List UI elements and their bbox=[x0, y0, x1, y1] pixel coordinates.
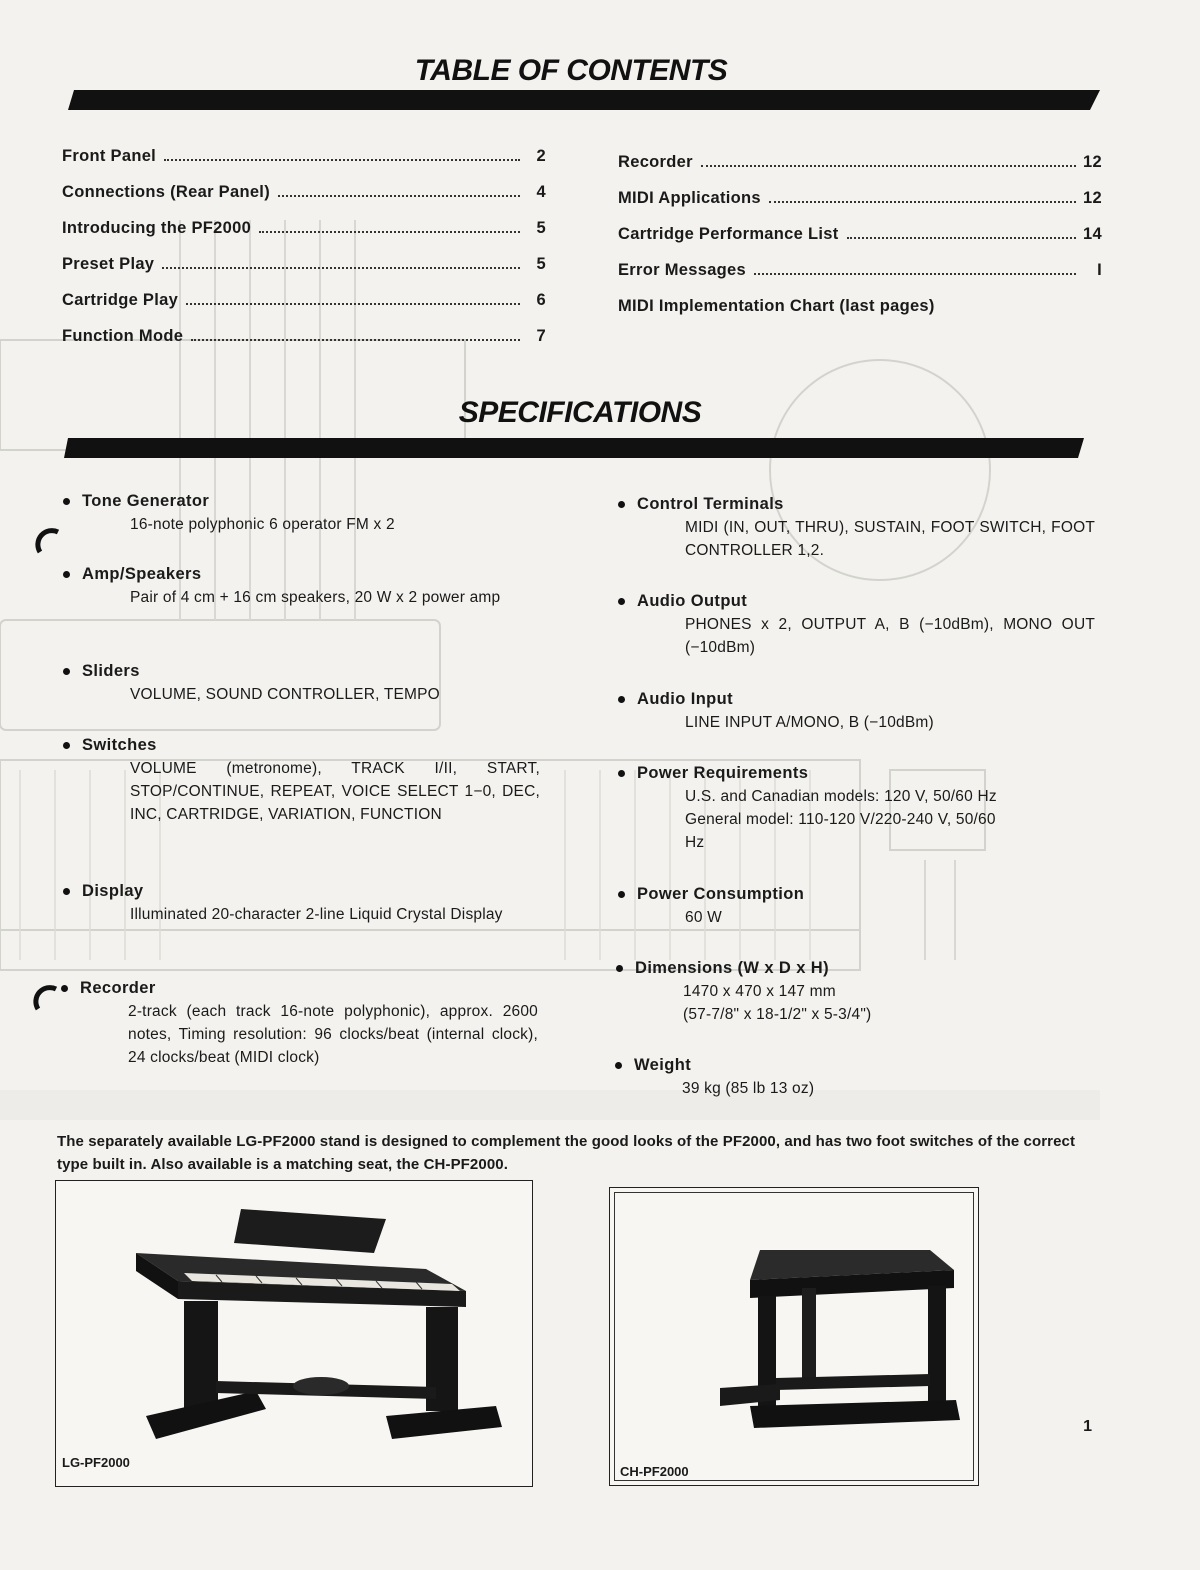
spec-heading: Sliders bbox=[82, 662, 140, 680]
toc-entry-label: Front Panel bbox=[62, 147, 157, 165]
bullet-icon bbox=[618, 598, 625, 605]
spec-control-terminals bbox=[617, 493, 1095, 562]
toc-entry-page: 14 bbox=[1083, 225, 1102, 243]
spec-sliders bbox=[62, 660, 540, 706]
toc-entry[interactable] bbox=[618, 153, 1102, 189]
toc-entry-page: 4 bbox=[536, 183, 546, 201]
spec-body: U.S. and Canadian models: 120 V, 50/60 Hz bbox=[685, 788, 997, 805]
spec-heading: Display bbox=[82, 882, 144, 900]
spec-body: 2-track (each track 16-note polyphonic), approx. 2600 notes, Timing resolution: 96 clocks/beat (internal clock), 24 clocks/beat (MIDI clock) bbox=[128, 1003, 538, 1066]
piano-seat-illustration bbox=[610, 1188, 978, 1485]
bullet-icon bbox=[618, 891, 625, 898]
toc-entry-label: Function Mode bbox=[62, 327, 184, 345]
toc-entry-label: Preset Play bbox=[62, 255, 155, 273]
binding-hole-mark bbox=[32, 528, 62, 558]
toc-entry-label: Connections (Rear Panel) bbox=[62, 183, 270, 201]
bullet-icon bbox=[63, 888, 70, 895]
stand-caption: LG-PF2000 bbox=[62, 1455, 130, 1470]
accessory-note: The separately available LG-PF2000 stand is designed to complement the good looks of the PF2000, and has two foot switches of the correct type built in. Also available is a matching seat, the CH-PF2000. bbox=[57, 1133, 1076, 1173]
spec-body: VOLUME, SOUND CONTROLLER, TEMPO bbox=[130, 686, 440, 703]
spec-audio-output bbox=[617, 590, 1095, 659]
seat-photo bbox=[609, 1187, 979, 1486]
piano-stand-illustration bbox=[56, 1181, 532, 1486]
spec-display bbox=[62, 880, 540, 926]
toc-entry-label: Cartridge Play bbox=[62, 291, 179, 309]
toc-entry[interactable] bbox=[62, 327, 546, 363]
spec-heading: Audio Input bbox=[637, 690, 734, 708]
bullet-icon bbox=[618, 696, 625, 703]
stand-photo bbox=[55, 1180, 533, 1487]
spec-switches bbox=[62, 734, 540, 826]
bullet-icon bbox=[615, 1062, 622, 1069]
spec-body-2: (57-7/8" x 18-1/2" x 5-3/4") bbox=[683, 1006, 872, 1023]
bullet-icon bbox=[616, 965, 623, 972]
spec-heading: Weight bbox=[634, 1056, 692, 1074]
spec-heading: Switches bbox=[82, 736, 157, 754]
bullet-icon bbox=[618, 770, 625, 777]
binding-hole-mark bbox=[30, 985, 60, 1015]
spec-tone-generator bbox=[62, 490, 540, 536]
specs-title: SPECIFICATIONS bbox=[458, 396, 702, 429]
spec-body: LINE INPUT A/MONO, B (−10dBm) bbox=[685, 714, 934, 731]
spec-body: Pair of 4 cm + 16 cm speakers, 20 W x 2 power amp bbox=[130, 589, 501, 606]
toc-entry[interactable] bbox=[62, 255, 546, 291]
spec-heading: Power Consumption bbox=[637, 885, 805, 903]
seat-caption: CH-PF2000 bbox=[620, 1464, 689, 1479]
bullet-icon bbox=[63, 742, 70, 749]
spec-heading: Amp/Speakers bbox=[82, 565, 202, 583]
spec-weight bbox=[614, 1054, 1092, 1100]
toc-entry-label: Cartridge Performance List bbox=[618, 225, 839, 243]
toc-entry-label: MIDI Applications bbox=[618, 189, 761, 207]
spec-power-consumption bbox=[617, 883, 1095, 929]
spec-body: 16-note polyphonic 6 operator FM x 2 bbox=[130, 516, 395, 533]
spec-power-requirements bbox=[617, 762, 1095, 854]
toc-entry[interactable] bbox=[618, 297, 1102, 333]
spec-body: PHONES x 2, OUTPUT A, B (−10dBm), MONO OUT (−10dBm) bbox=[685, 616, 1095, 656]
toc-entry[interactable] bbox=[618, 189, 1102, 225]
toc-entry-page: 12 bbox=[1083, 189, 1102, 207]
spec-body: 39 kg (85 lb 13 oz) bbox=[682, 1080, 815, 1097]
toc-entry-page: 5 bbox=[536, 255, 546, 273]
toc-entry[interactable] bbox=[618, 225, 1102, 261]
spec-heading: Dimensions (W x D x H) bbox=[635, 959, 829, 977]
spec-amp-speakers bbox=[62, 563, 540, 609]
toc-entry-page: 12 bbox=[1083, 153, 1102, 171]
bullet-icon bbox=[63, 668, 70, 675]
spec-body: 60 W bbox=[685, 909, 722, 926]
toc-entry-label: Recorder bbox=[618, 153, 693, 171]
toc-entry[interactable] bbox=[62, 147, 546, 183]
toc-title: TABLE OF CONTENTS bbox=[414, 54, 728, 87]
toc-entry[interactable] bbox=[62, 291, 546, 327]
spec-heading: Power Requirements bbox=[637, 764, 809, 782]
spec-heading: Control Terminals bbox=[637, 495, 784, 513]
toc-entry-page: I bbox=[1097, 261, 1102, 279]
bullet-icon bbox=[618, 501, 625, 508]
spec-body: MIDI (IN, OUT, THRU), SUSTAIN, FOOT SWITCH, FOOT CONTROLLER 1,2. bbox=[685, 519, 1095, 559]
toc-entry-page: 5 bbox=[536, 219, 546, 237]
toc-entry[interactable] bbox=[618, 261, 1102, 297]
toc-right-column bbox=[618, 153, 1102, 333]
toc-entry[interactable] bbox=[62, 219, 546, 255]
page-number: 1 bbox=[1083, 1418, 1092, 1435]
bullet-icon bbox=[61, 985, 68, 992]
spec-dimensions bbox=[615, 957, 1093, 1026]
toc-entry-label: MIDI Implementation Chart (last pages) bbox=[618, 297, 935, 315]
toc-entry-label: Error Messages bbox=[618, 261, 747, 279]
bullet-icon bbox=[63, 498, 70, 505]
specs-title-rule bbox=[64, 438, 1086, 458]
toc-entry-page: 7 bbox=[536, 327, 546, 345]
spec-heading: Recorder bbox=[80, 979, 156, 997]
spec-recorder bbox=[60, 977, 538, 1069]
toc-entry-label: Introducing the PF2000 bbox=[62, 219, 252, 237]
toc-entry-page: 6 bbox=[536, 291, 546, 309]
toc-title-rule bbox=[68, 90, 1108, 110]
spec-heading: Audio Output bbox=[637, 592, 748, 610]
spec-body: VOLUME (metronome), TRACK I/II, START, STOP/CONTINUE, REPEAT, VOICE SELECT 1−0, DEC, INC, CARTRIDGE, VARIATION, FUNCTION bbox=[130, 760, 540, 823]
bullet-icon bbox=[63, 571, 70, 578]
spec-body-2: General model: 110-120 V/220-240 V, 50/60 Hz bbox=[685, 811, 996, 851]
toc-entry[interactable] bbox=[62, 183, 546, 219]
toc-entry-page: 2 bbox=[536, 147, 546, 165]
spec-heading: Tone Generator bbox=[82, 492, 210, 510]
spec-body: Illuminated 20-character 2-line Liquid Crystal Display bbox=[130, 906, 503, 923]
spec-body: 1470 x 470 x 147 mm bbox=[683, 983, 836, 1000]
spec-audio-input bbox=[617, 688, 1095, 734]
toc-left-column bbox=[62, 147, 546, 363]
